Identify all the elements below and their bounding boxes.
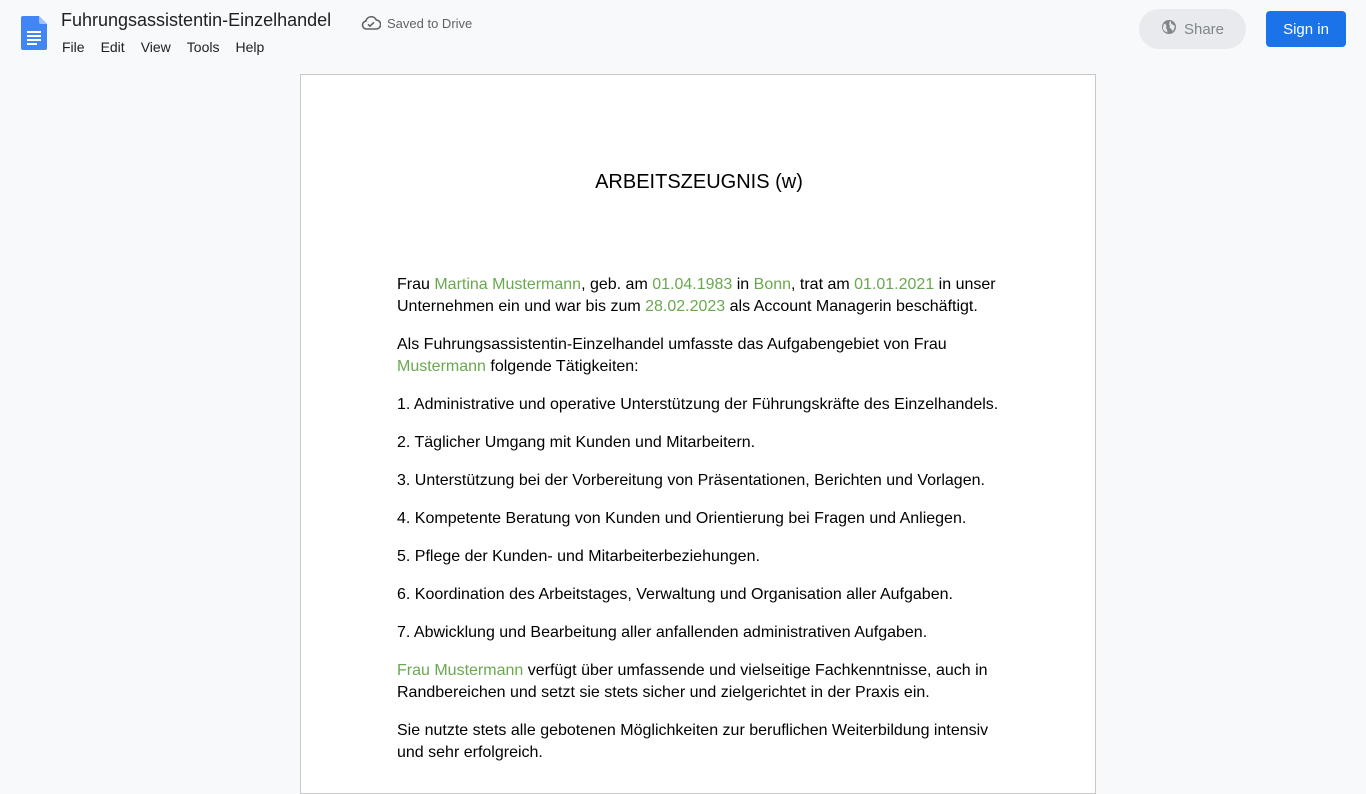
globe-icon	[1161, 19, 1177, 39]
sign-in-button[interactable]: Sign in	[1266, 11, 1346, 47]
skills-text: verfügt über umfassende und vielseitige Fachkenntnisse, auch in Randbereichen und setzt sie stets sicher und zielgerichtet in der Praxis ein.	[397, 662, 988, 701]
menu-view[interactable]: View	[140, 39, 171, 55]
task-item: 5. Pflege der Kunden- und Mitarbeiterbeziehungen.	[397, 548, 760, 565]
cloud-done-icon	[361, 15, 381, 31]
document-page[interactable]	[300, 74, 1096, 794]
document-title[interactable]: Fuhrungsassistentin-Einzelhandel	[61, 10, 332, 30]
intro-text: , geb. am	[581, 276, 653, 293]
task-item: 6. Koordination des Arbeitstages, Verwaltung und Organisation aller Aufgaben.	[397, 586, 953, 603]
menu-bar	[54, 37, 272, 57]
birth-date: 01.04.1983	[652, 276, 733, 293]
training-paragraph: Sie nutzte stets alle gebotenen Möglichkeiten zur beruflichen Weiterbildung intensiv und sehr erfolgreich.	[397, 722, 989, 761]
task-item: 2. Täglicher Umgang mit Kunden und Mitarbeitern.	[397, 434, 756, 451]
skills-paragraph	[397, 660, 1007, 704]
tasks-intro-text: folgende Tätigkeiten:	[485, 358, 639, 375]
end-date: 28.02.2023	[645, 298, 726, 315]
intro-text: als Account Managerin beschäftigt.	[725, 298, 978, 315]
document-body	[397, 274, 1007, 780]
task-item: 4. Kompetente Beratung von Kunden und Orientierung bei Fragen und Anliegen.	[397, 510, 967, 527]
employee-name: Martina Mustermann	[434, 276, 582, 293]
intro-text: in	[732, 276, 754, 293]
task-item: 7. Abwicklung und Bearbeitung aller anfallenden administrativen Aufgaben.	[397, 624, 928, 641]
share-button[interactable]	[1139, 9, 1246, 49]
share-label: Share	[1183, 20, 1225, 38]
menu-file[interactable]: File	[62, 39, 85, 55]
intro-text: in unser Unternehmen ein und war bis zum	[397, 276, 996, 315]
document-heading: ARBEITSZEUGNIS (w)	[595, 171, 803, 193]
save-status-label: Saved to Drive	[387, 15, 473, 31]
save-status[interactable]	[361, 14, 472, 32]
start-date: 01.01.2021	[854, 276, 935, 293]
birth-city: Bonn	[753, 276, 792, 293]
intro-text: , trat am	[791, 276, 855, 293]
menu-help[interactable]: Help	[235, 39, 265, 55]
menu-edit[interactable]: Edit	[100, 39, 125, 55]
menu-tools[interactable]: Tools	[186, 39, 220, 55]
task-item: 3. Unterstützung bei der Vorbereitung von Präsentationen, Berichten und Vorlagen.	[397, 472, 985, 489]
intro-text: Frau	[397, 276, 435, 293]
tasks-intro-paragraph	[397, 334, 1007, 378]
employee-full-name: Frau Mustermann	[397, 662, 524, 679]
employee-surname: Mustermann	[397, 358, 486, 375]
google-docs-icon[interactable]	[21, 16, 47, 50]
intro-paragraph	[397, 274, 1007, 318]
tasks-intro-text: Als Fuhrungsassistentin-Einzelhandel umfasste das Aufgabengebiet von Frau	[397, 336, 947, 353]
top-bar	[0, 0, 1366, 64]
task-item: 1. Administrative und operative Unterstützung der Führungskräfte des Einzelhandels.	[397, 396, 999, 413]
